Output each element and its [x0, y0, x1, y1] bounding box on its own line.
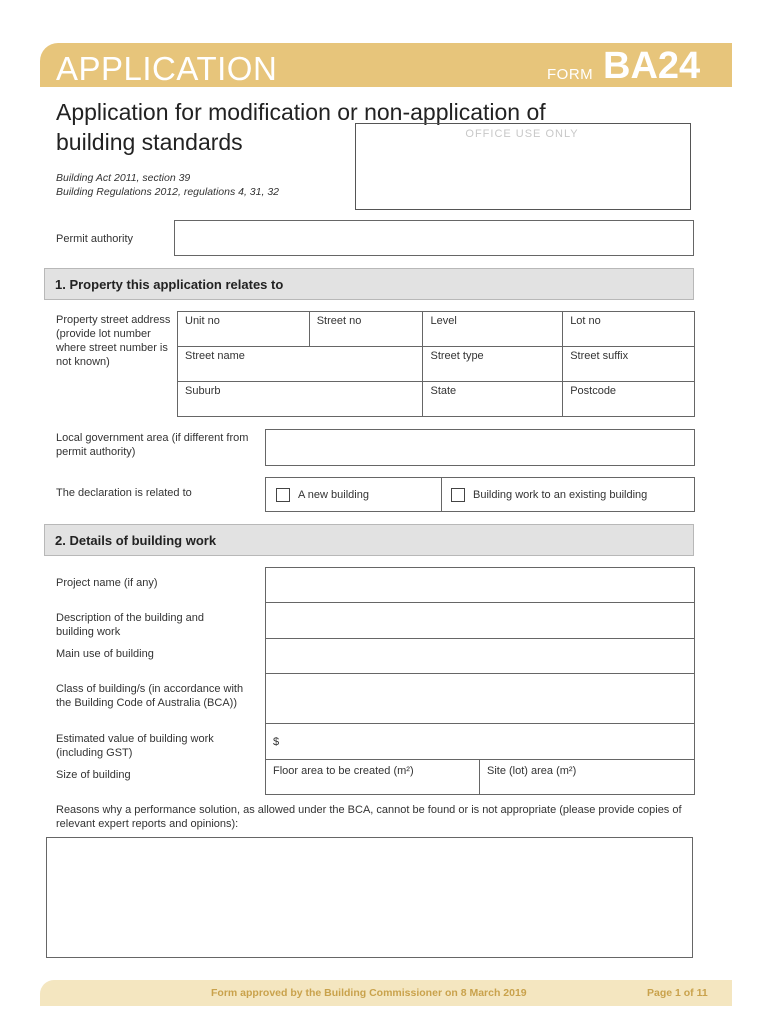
floor-area-field[interactable] [265, 759, 480, 795]
street-no-label: Street no [316, 315, 362, 327]
existing-building-label: Building work to an existing building [473, 488, 648, 501]
site-area-label: Site (lot) area (m²) [487, 765, 577, 777]
unit-no-field[interactable] [178, 312, 310, 347]
street-name-label: Street name [185, 350, 245, 362]
main-use-field[interactable] [265, 638, 695, 674]
street-suffix-label: Street suffix [570, 350, 629, 362]
postcode-field[interactable] [563, 382, 695, 417]
section-2-title: 2. Details of building work [55, 533, 217, 548]
form-code: BA24 [603, 45, 701, 87]
suburb-label: Suburb [185, 385, 221, 397]
option-existing-building[interactable] [441, 477, 695, 512]
permit-authority-field[interactable] [174, 220, 694, 256]
section-1-title: 1. Property this application relates to [55, 277, 284, 292]
estimated-value-label: Estimated value of building work (including GST) [56, 733, 214, 759]
address-grid [177, 311, 695, 417]
level-field[interactable] [423, 312, 563, 347]
description-label: Description of the building and building work [56, 612, 204, 638]
currency-symbol: $ [273, 736, 280, 748]
description-field[interactable] [265, 602, 695, 639]
approval-note: Form approved by the Building Commissioner on 8 March 2019 [211, 987, 527, 999]
building-class-field[interactable] [265, 673, 695, 724]
form-label: FORM [547, 66, 594, 83]
street-suffix-field[interactable] [563, 347, 695, 382]
building-class-label: Class of building/s (in accordance with the Building Code of Australia (BCA)) [56, 683, 244, 709]
lga-label: Local government area (if different from permit authority) [56, 432, 249, 458]
reasons-label: Reasons why a performance solution, as allowed under the BCA, cannot be found or is not appropriate (please provide copies of relevant expert reports and opinions): [56, 804, 682, 830]
state-field[interactable] [423, 382, 563, 417]
street-type-field[interactable] [423, 347, 563, 382]
lot-no-field[interactable] [563, 312, 695, 347]
header-title: APPLICATION [56, 50, 278, 87]
office-use-label: OFFICE USE ONLY [465, 128, 579, 140]
state-label: State [430, 385, 457, 397]
document-title-line2: building standards [56, 129, 243, 155]
permit-authority-label: Permit authority [56, 233, 134, 245]
unit-no-label: Unit no [185, 315, 220, 327]
legislation-references [56, 171, 279, 199]
lot-no-label: Lot no [570, 315, 601, 327]
level-label: Level [430, 315, 457, 327]
building-size-label: Size of building [56, 769, 131, 781]
declaration-label: The declaration is related to [56, 487, 192, 499]
project-name-field[interactable] [265, 567, 695, 603]
suburb-field[interactable] [178, 382, 423, 417]
act-reference: Building Act 2011, section 39 [56, 172, 191, 184]
floor-area-label: Floor area to be created (m²) [273, 765, 414, 777]
page-number: Page 1 of 11 [647, 987, 708, 999]
postcode-label: Postcode [570, 385, 617, 397]
project-name-label: Project name (if any) [56, 577, 158, 589]
estimated-value-field[interactable] [265, 723, 695, 760]
lga-field[interactable] [265, 429, 695, 466]
option-new-building[interactable] [265, 477, 442, 512]
street-type-label: Street type [430, 350, 484, 362]
regulation-reference: Building Regulations 2012, regulations 4, 31, 32 [56, 186, 279, 198]
street-no-field[interactable] [309, 312, 423, 347]
main-use-label: Main use of building [56, 648, 154, 660]
property-address-label: Property street address (provide lot number where street number is not known) [56, 314, 171, 368]
site-area-field[interactable] [479, 759, 695, 795]
new-building-checkbox[interactable] [276, 488, 290, 502]
existing-building-checkbox[interactable] [451, 488, 465, 502]
reasons-field[interactable] [46, 837, 693, 958]
street-name-field[interactable] [178, 347, 423, 382]
document-title-line1: Application for modification or non-application of [56, 99, 546, 125]
new-building-label: A new building [298, 488, 369, 501]
